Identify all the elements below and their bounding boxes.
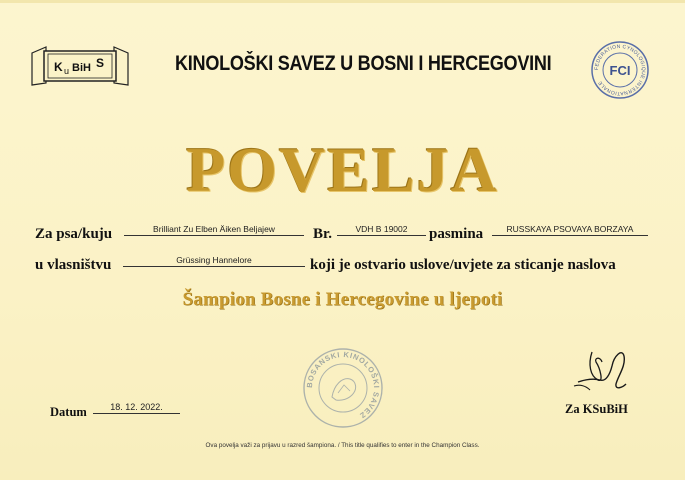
logo-letter-k: K xyxy=(54,60,63,74)
fci-logo-icon xyxy=(590,40,650,100)
value-breed: RUSSKAYA PSOVAYA BORZAYA xyxy=(492,224,648,236)
value-owner: Grüssing Hannelore xyxy=(123,255,305,267)
signature-icon xyxy=(570,340,640,400)
logo-letters-bih: BiH xyxy=(72,62,91,74)
logo-letter-s: S xyxy=(96,56,105,70)
label-breed: pasmina xyxy=(429,226,484,242)
logo-letter-u: u xyxy=(64,66,70,76)
association-seal-icon xyxy=(302,347,384,429)
label-owner: u vlasništvu xyxy=(35,257,112,273)
label-dog: Za psa/kuju xyxy=(35,226,113,242)
value-reg-number: VDH B 19002 xyxy=(337,224,426,236)
ksubih-logo-icon xyxy=(30,43,130,89)
fci-ring-text: FEDERATION CYNOLOGIQUE INTERNATIONALE xyxy=(593,43,647,97)
certificate-title: POVELJA xyxy=(186,134,499,205)
certificate-subtitle: Šampion Bosne i Hercegovine u ljepoti xyxy=(182,289,503,310)
paper-top-edge xyxy=(0,0,685,3)
label-conditions: koji je ostvario uslove/uvjete za sticanje naslova xyxy=(310,257,616,273)
fci-center-text: FCI xyxy=(609,63,631,78)
label-signatory: Za KSuBiH xyxy=(565,402,628,416)
seal-ring-text: BOSANSKI KINOLOŠKI SAVEZ xyxy=(304,349,382,421)
value-date: 18. 12. 2022. xyxy=(93,402,180,414)
header-title: KINOLOŠKI SAVEZ U BOSNI I HERCEGOVINI xyxy=(175,52,552,75)
label-reg-number: Br. xyxy=(313,226,333,242)
label-date: Datum xyxy=(50,405,87,419)
value-dog-name: Brilliant Zu Elben Äiken Beljajew xyxy=(124,224,304,236)
footnote: Ova povelja važi za prijavu u razred šampiona. / This title qualifies to enter in the Champion Class. xyxy=(205,442,480,449)
